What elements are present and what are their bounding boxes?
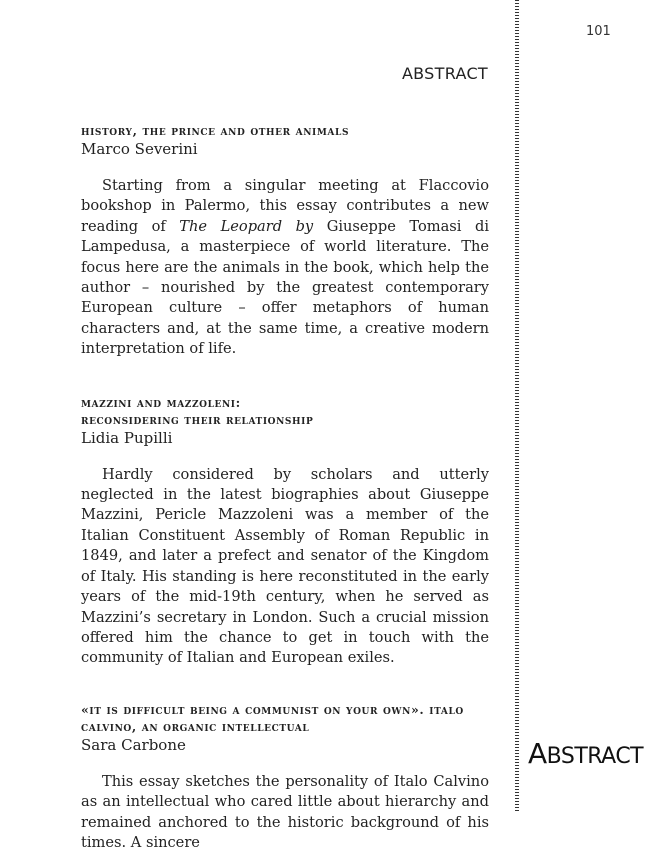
abstracts-content <box>81 122 489 853</box>
article-abstract: Hardly considered by scholars and utterly neglected in the latest biographies about Giuseppe Mazzini, Pericle Mazzoleni was a member of the Italian Constituent Assembly of Roman Republic in 1849, and later a prefect and senator of the Kingdom of Italy. His standing is here reconstituted in the early years of the mid-19th century, when he served as Mazzini’s secretary in London. Such a crucial mission offered him the chance to get in touch with the community of Italian and European exiles. <box>81 465 489 667</box>
article-entry <box>81 701 489 853</box>
article-author: Marco Severini <box>81 140 198 158</box>
article-abstract: This essay sketches the personality of Italo Calvino as an intellectual who cared little about hierarchy and remained anchored to the historic background of his times. A sincere <box>81 772 489 851</box>
article-title <box>81 701 489 735</box>
sidebar-label-rest: BSTRACT <box>546 744 644 769</box>
article-title-line: history, the prince and other animals <box>81 123 350 138</box>
sidebar-rule <box>515 0 519 812</box>
article-title-line: «it is difficult being a communist on your own». italo calvino, an organic intellectual <box>81 701 464 734</box>
article-author: Lidia Pupilli <box>81 428 173 447</box>
article-entry <box>81 394 489 669</box>
article-title <box>81 122 489 139</box>
article-title-line: reconsidering their relationship <box>81 411 314 427</box>
page-number: 101 <box>586 24 611 39</box>
abstract-text: Giuseppe Tomasi di Lampedusa, a masterpiece of world literature. The focus here are the animals in the book, which help the author – nourished by the greatest contemporary European culture – offer metaphors of human characters and, at the same time, a creative modern interpretation of life. <box>81 217 489 358</box>
article-author: Sara Carbone <box>81 735 186 754</box>
sidebar-section-label <box>528 737 643 770</box>
article-entry <box>81 122 489 360</box>
article-title-line: mazzini and mazzoleni: <box>81 394 241 410</box>
book-title: The Leopard by <box>179 217 314 235</box>
abstract-text: Starting from a singular meeting at Flaccovio bookshop in Palermo, this essay contributes a new reading of <box>81 177 489 235</box>
page-heading: ABSTRACT <box>401 64 488 83</box>
article-title <box>81 394 489 428</box>
article-abstract <box>81 176 489 360</box>
sidebar-label-initial: A <box>528 737 547 770</box>
